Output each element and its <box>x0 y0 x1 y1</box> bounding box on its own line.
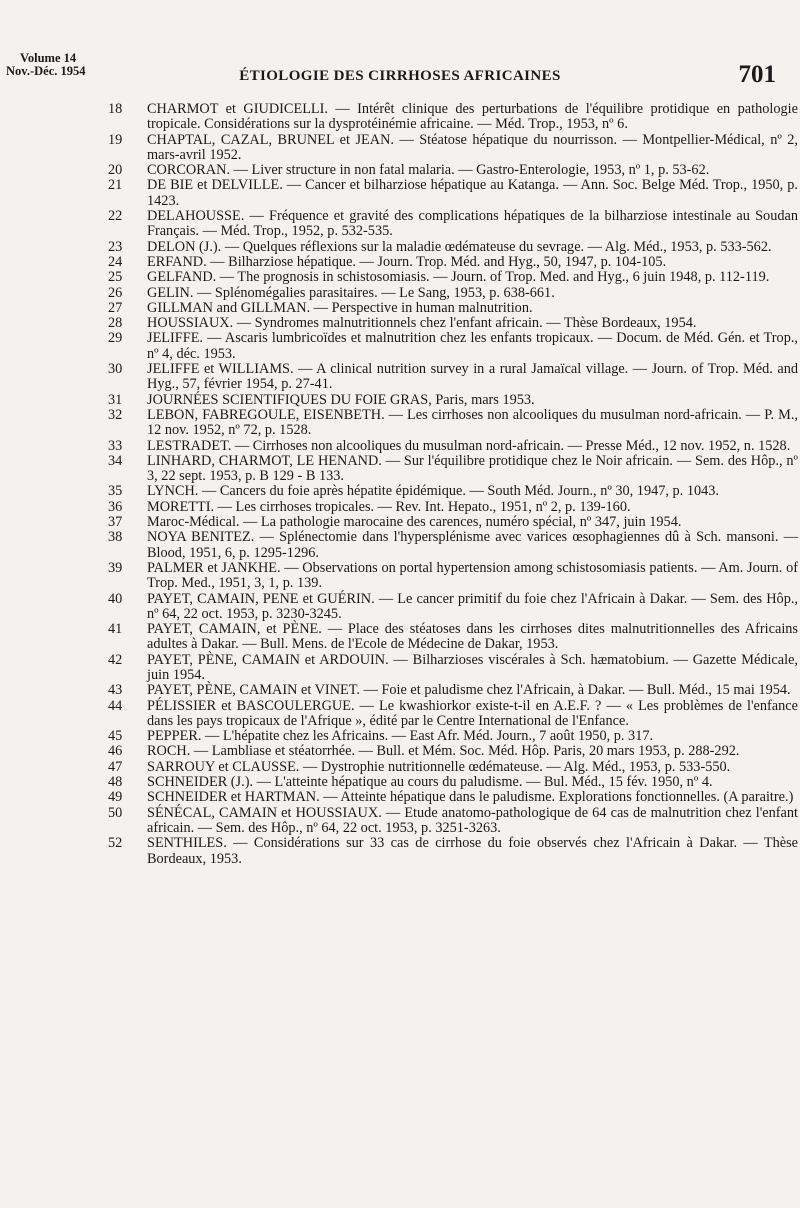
reference-number: 18 <box>108 101 123 117</box>
reference-text: PEPPER. — L'hépatite chez les Africains. — East Afr. Méd. Journ., 7 août 1950, p. 317. <box>147 728 654 745</box>
reference-number: 35 <box>108 483 123 500</box>
reference-text: NOYA BENITEZ. — Splénectomie dans l'hypersplénisme avec varices œsophagiennes dû à Sch. mansoni. — Blood, 1951, 6, p. 1295-1296. <box>147 529 798 561</box>
reference-item <box>108 331 798 362</box>
reference-item <box>108 500 798 515</box>
reference-text: DELAHOUSSE. — Fréquence et gravité des complications hépatiques de la bilharziose intestinale au Soudan Français. — Méd. Trop., 1952, p. 532-535. <box>147 208 798 240</box>
reference-text: PÉLISSIER et BASCOULERGUE. — Le kwashiorkor existe-t-il en A.E.F. ? — « Les problèmes de l'enfance dans les pays tropicaux de l'Afrique », édité par le Centre International de l'Enfance. <box>147 697 798 729</box>
reference-item <box>108 439 798 454</box>
reference-text: SARROUY et CLAUSSE. — Dystrophie nutritionnelle œdémateuse. — Alg. Méd., 1953, p. 533-550. <box>147 758 731 775</box>
reference-item <box>108 316 798 331</box>
reference-text: PAYET, CAMAIN, PENE et GUÉRIN. — Le cancer primitif du foie chez l'Africain à Dakar. — Sem. des Hôp., nº 64, 22 oct. 1953, p. 3230-3245. <box>147 590 798 622</box>
reference-number: 42 <box>108 651 123 668</box>
reference-number: 21 <box>108 177 123 194</box>
reference-text: ROCH. — Lambliase et stéatorrhée. — Bull. et Mém. Soc. Méd. Hôp. Paris, 20 mars 1953, p. 288-292. <box>147 743 740 760</box>
reference-text: LINHARD, CHARMOT, LE HENAND. — Sur l'équilibre protidique chez le Noir africain. — Sem. des Hôp., nº 3, 22 sept. 1953, p. B 129 - B 133. <box>147 452 798 485</box>
reference-text: PAYET, CAMAIN, et PÈNE. — Place des stéatoses dans les cirrhoses dites malnutritionnelles des Africains adultes à Dakar. — Bull. Mens. de l'Ecole de Médecine de Dakar, 1953. <box>147 621 798 653</box>
reference-item <box>108 484 798 499</box>
reference-item <box>108 255 798 270</box>
reference-item <box>108 408 798 439</box>
reference-item <box>108 163 798 178</box>
reference-item <box>108 744 798 759</box>
reference-number: 39 <box>108 559 123 576</box>
reference-item <box>108 653 798 684</box>
reference-item <box>108 454 798 485</box>
reference-item <box>108 178 798 209</box>
reference-text: ERFAND. — Bilharziose hépatique. — Journ. Trop. Méd. and Hyg., 50, 1947, p. 104-105. <box>147 253 667 270</box>
reference-item <box>108 270 798 285</box>
reference-item <box>108 836 798 867</box>
reference-text: DELON (J.). — Quelques réflexions sur la maladie œdémateuse du sevrage. — Alg. Méd., 1953, p. 533-562. <box>147 238 772 255</box>
reference-text: LESTRADET. — Cirrhoses non alcooliques du musulman nord-africain. — Presse Méd., 12 nov. 1952, n. 1528. <box>147 437 791 454</box>
reference-item <box>108 362 798 393</box>
reference-text: SÉNÉCAL, CAMAIN et HOUSSIAUX. — Etude anatomo-pathologique de 64 cas de malnutrition chez l'enfant africain. — Sem. des Hôp., nº 64, 22 oct. 1953, p. 3251-3263. <box>147 804 798 836</box>
reference-text: JOURNÉES SCIENTIFIQUES DU FOIE GRAS, Paris, mars 1953. <box>147 391 535 408</box>
reference-item <box>108 806 798 837</box>
reference-text: CHARMOT et GIUDICELLI. — Intérêt clinique des perturbations de l'équilibre protidique en pathologie tropicale. Considérations sur la dysprotéinémie africaine. — Méd. Trop., 1953, nº 6. <box>147 101 798 133</box>
reference-number: 33 <box>108 437 123 454</box>
running-title: ÉTIOLOGIE DES CIRRHOSES AFRICAINES <box>239 68 561 84</box>
reference-number: 38 <box>108 529 123 546</box>
reference-number: 41 <box>108 621 123 638</box>
reference-item <box>108 592 798 623</box>
reference-number: 31 <box>108 391 123 408</box>
reference-number: 32 <box>108 406 123 423</box>
reference-text: DE BIE et DELVILLE. — Cancer et bilharziose hépatique au Katanga. — Ann. Soc. Belge Méd. Trop., 1950, p. 1423. <box>147 177 798 209</box>
reference-text: LYNCH. — Cancers du foie après hépatite épidémique. — South Méd. Journ., nº 30, 1947, p. 1043. <box>147 483 720 500</box>
reference-item <box>108 622 798 653</box>
reference-number: 23 <box>108 238 123 255</box>
reference-number: 24 <box>108 253 123 270</box>
reference-text: LEBON, FABREGOULE, EISENBETH. — Les cirrhoses non alcooliques du musulman nord-africain. — P. M., 12 nov. 1952, nº 72, p. 1528. <box>147 406 798 439</box>
reference-text: PAYET, PÈNE, CAMAIN et ARDOUIN. — Bilharzioses viscérales à Sch. hæmatobium. — Gazette Médicale, juin 1954. <box>147 651 798 683</box>
reference-number: 52 <box>108 835 123 852</box>
reference-item <box>108 729 798 744</box>
reference-item <box>108 561 798 592</box>
reference-text: SCHNEIDER et HARTMAN. — Atteinte hépatique dans le paludisme. Explorations fonctionnelles. (A paraitre.) <box>147 789 794 806</box>
reference-item <box>108 530 798 561</box>
reference-text: PALMER et JANKHE. — Observations on portal hypertension among schistosomiasis patients. — Am. Journ. of Trop. Med., 1951, 3, 1, p. 139. <box>147 559 798 592</box>
reference-number: 22 <box>108 208 123 225</box>
reference-number: 43 <box>108 682 123 699</box>
reference-number: 36 <box>108 498 123 515</box>
page-number: 701 <box>738 61 776 88</box>
reference-number: 49 <box>108 789 123 806</box>
reference-number: 45 <box>108 728 123 745</box>
reference-item <box>108 515 798 530</box>
reference-text: SCHNEIDER (J.). — L'atteinte hépatique au cours du paludisme. — Bul. Méd., 15 fév. 1950, nº 4. <box>147 774 713 791</box>
reference-text: GILLMAN and GILLMAN. — Perspective in human malnutrition. <box>147 299 533 316</box>
reference-text: CORCORAN. — Liver structure in non fatal malaria. — Gastro-Enterologie, 1953, nº 1, p. 53-62. <box>147 162 710 179</box>
reference-text: JELIFFE et WILLIAMS. — A clinical nutrition survey in a rural Jamaïcal village. — Journ. of Trop. Méd. and Hyg., 57, février 1954, p. 27-41. <box>147 361 798 393</box>
reference-item <box>108 790 798 805</box>
reference-text: PAYET, PÈNE, CAMAIN et VINET. — Foie et paludisme chez l'Africain, à Dakar. — Bull. Méd., 15 mai 1954. <box>147 682 791 699</box>
reference-number: 28 <box>108 315 123 332</box>
reference-item <box>108 760 798 775</box>
reference-number: 30 <box>108 361 123 378</box>
reference-number: 48 <box>108 774 123 791</box>
reference-item <box>108 102 798 133</box>
reference-number: 37 <box>108 514 123 531</box>
reference-number: 26 <box>108 284 123 301</box>
reference-item <box>108 775 798 790</box>
reference-item <box>108 209 798 240</box>
reference-item <box>108 286 798 301</box>
reference-text: SENTHILES. — Considérations sur 33 cas de cirrhose du foie observés chez l'Africain à Dakar. — Thèse Bordeaux, 1953. <box>147 835 798 867</box>
reference-text: Maroc-Médical. — La pathologie marocaine des carences, numéro spécial, nº 347, juin 1954. <box>147 514 682 531</box>
reference-number: 50 <box>108 804 123 821</box>
reference-number: 27 <box>108 299 123 316</box>
volume-label: Volume 14 <box>20 51 77 65</box>
reference-text: GELFAND. — The prognosis in schistosomiasis. — Journ. of Trop. Med. and Hyg., 6 juin 1948, p. 112-119. <box>147 269 770 286</box>
issue-label: Nov.-Déc. 1954 <box>6 64 86 78</box>
page-header <box>0 52 800 92</box>
reference-text: MORETTI. — Les cirrhoses tropicales. — Rev. Int. Hepato., 1951, nº 2, p. 139-160. <box>147 498 631 515</box>
reference-list <box>108 102 798 867</box>
reference-number: 40 <box>108 590 123 607</box>
reference-text: GELIN. — Splénomégalies parasitaires. — Le Sang, 1953, p. 638-661. <box>147 284 555 301</box>
reference-number: 47 <box>108 758 123 775</box>
reference-number: 46 <box>108 743 123 760</box>
reference-item <box>108 393 798 408</box>
reference-text: HOUSSIAUX. — Syndromes malnutritionnels chez l'enfant africain. — Thèse Bordeaux, 1954. <box>147 315 697 332</box>
reference-number: 34 <box>108 452 123 469</box>
reference-text: CHAPTAL, CAZAL, BRUNEL et JEAN. — Stéatose hépatique du nourrisson. — Montpellier-Médical, nº 2, mars-avril 1952. <box>147 131 798 163</box>
reference-item <box>108 240 798 255</box>
reference-item <box>108 699 798 730</box>
reference-number: 20 <box>108 162 123 179</box>
reference-number: 29 <box>108 330 123 347</box>
reference-number: 44 <box>108 697 123 714</box>
reference-item <box>108 301 798 316</box>
reference-item <box>108 683 798 698</box>
reference-number: 25 <box>108 269 123 286</box>
reference-item <box>108 133 798 164</box>
reference-number: 19 <box>108 131 123 148</box>
reference-text: JELIFFE. — Ascaris lumbricoïdes et malnutrition chez les enfants tropicaux. — Docum. de Méd. Gén. et Trop., nº 4, déc. 1953. <box>147 330 798 362</box>
